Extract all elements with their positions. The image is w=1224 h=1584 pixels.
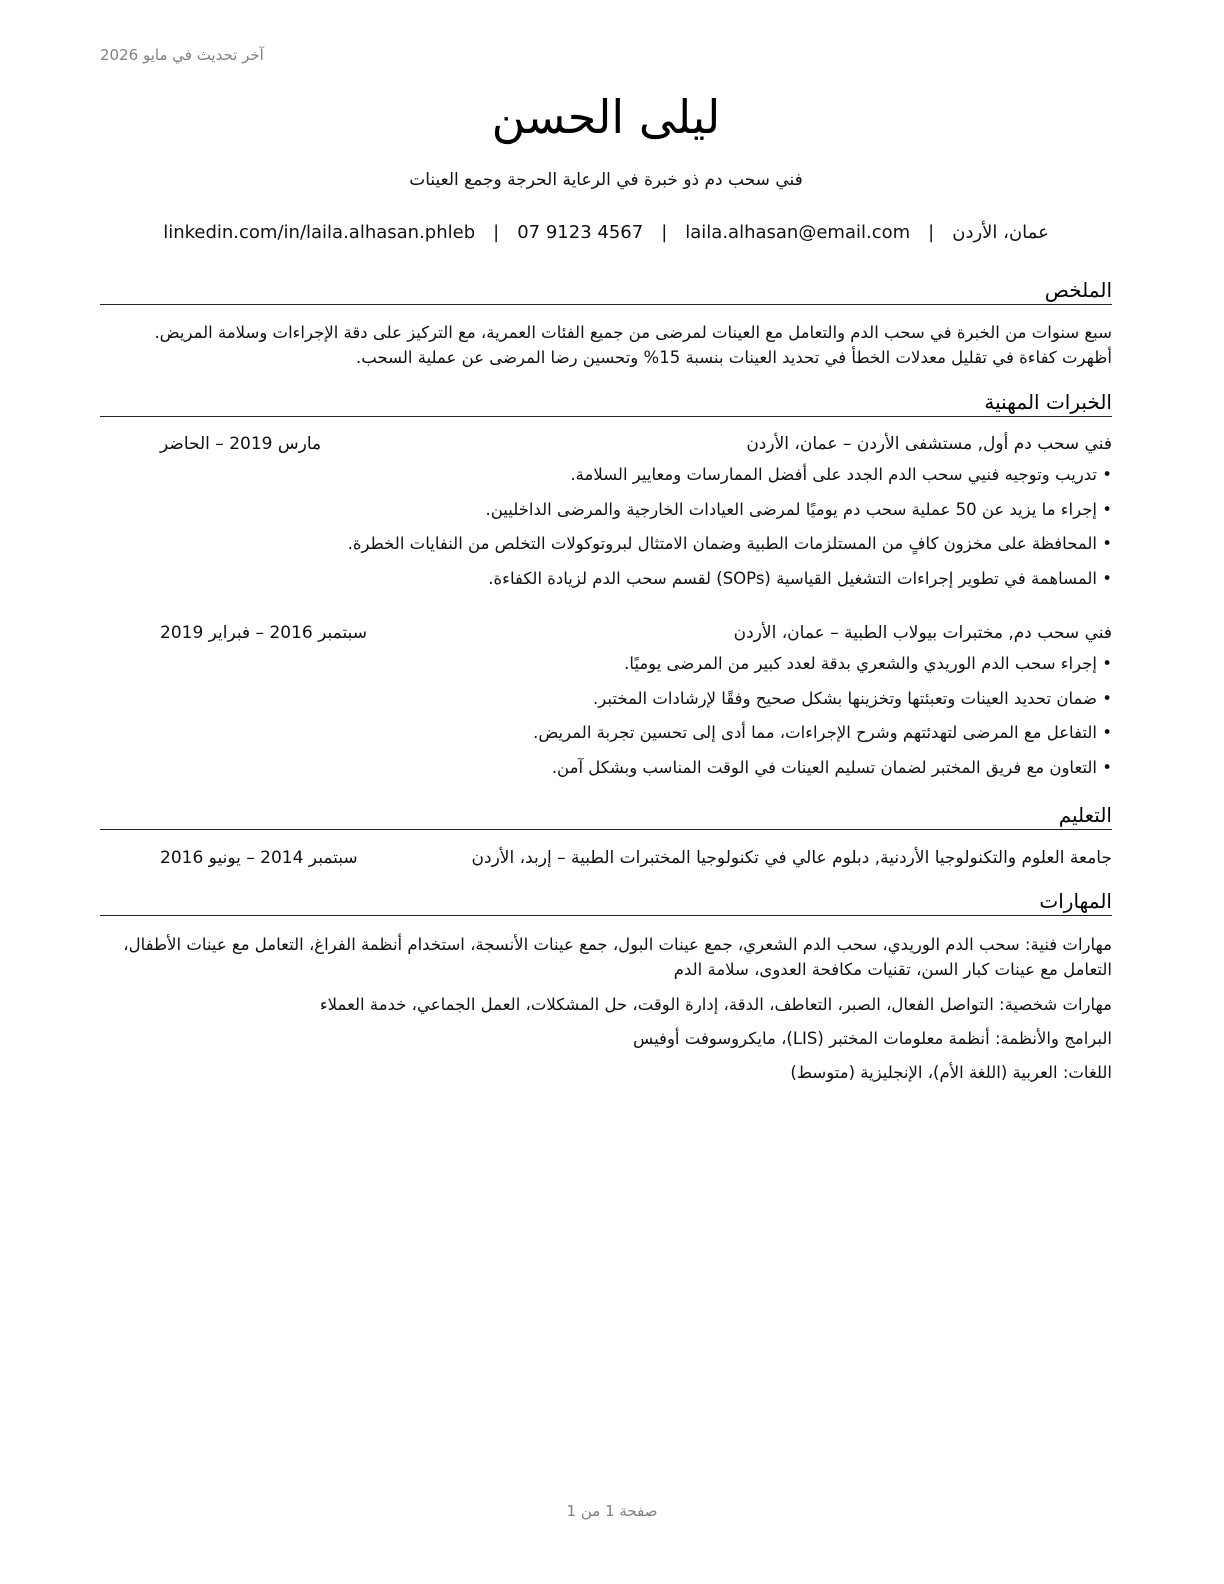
job-bullet-list — [100, 647, 1112, 785]
job-bullet: • تدريب وتوجيه فنيي سحب الدم الجدد على أفضل الممارسات ومعايير السلامة. — [100, 458, 1112, 493]
job-title: فني سحب دم, مختبرات بيولاب الطبية – عمان، الأردن — [733, 623, 1112, 643]
job-bullet: • التفاعل مع المرضى لتهدئتهم وشرح الإجراءات، مما أدى إلى تحسين تجربة المريض. — [100, 716, 1112, 751]
candidate-headline: فني سحب دم ذو خبرة في الرعاية الحرجة وجمع العينات — [409, 170, 803, 190]
job-bullet-list — [100, 458, 1112, 596]
skills-technical: مهارات فنية: سحب الدم الوريدي، سحب الدم الشعري، جمع عينات البول، جمع عينات الأنسجة، استخدام أنظمة الفراغ، التعامل مع عينات الأطفال، التعامل مع عينات كبار السن، تقنيات مكافحة العدوى، سلامة الدم — [123, 935, 1112, 979]
job-bullet: • التعاون مع فريق المختبر لضمان تسليم العينات في الوقت المناسب وبشكل آمن. — [100, 751, 1112, 786]
page-number: صفحة 1 من 1 — [566, 1502, 658, 1520]
contact-separator: | — [661, 222, 668, 243]
contact-line — [100, 222, 1112, 243]
job-header — [100, 431, 1112, 457]
job-bullet: • ضمان تحديد العينات وتعبئتها وتخزينها بشكل صحيح وفقًا لإرشادات المختبر. — [100, 682, 1112, 717]
contact-email[interactable]: laila.alhasan@email.com — [685, 222, 911, 243]
contact-phone[interactable]: 07 9123 4567 — [517, 222, 644, 243]
skills-software: البرامج والأنظمة: أنظمة معلومات المختبر (LIS)، مايكروسوفت أوفيس — [633, 1029, 1112, 1048]
skills-languages: اللغات: العربية (اللغة الأم)، الإنجليزية (متوسط) — [790, 1063, 1112, 1082]
job-bullet: • إجراء ما يزيد عن 50 عملية سحب دم يوميًا لمرضى العيادات الخارجية والمرضى الداخليين. — [100, 493, 1112, 528]
section-title-education: التعليم — [100, 802, 1112, 830]
job-bullet: • المساهمة في تطوير إجراءات التشغيل القياسية (SOPs) لقسم سحب الدم لزيادة الكفاءة. — [100, 562, 1112, 597]
skills-soft: مهارات شخصية: التواصل الفعال، الصبر، التعاطف، الدقة، إدارة الوقت، حل المشكلات، العمل الجماعي، خدمة العملاء — [319, 995, 1112, 1014]
section-title-experience: الخبرات المهنية — [100, 389, 1112, 417]
resume-page — [100, 0, 1112, 1584]
contact-separator: | — [493, 222, 500, 243]
candidate-name: ليلى الحسن — [491, 90, 721, 144]
contact-location: عمان، الأردن — [952, 222, 1049, 243]
education-dates: سبتمبر 2014 – يونيو 2016 — [160, 848, 358, 868]
job-bullet: • إجراء سحب الدم الوريدي والشعري بدقة لعدد كبير من المرضى يوميًا. — [100, 647, 1112, 682]
job-title: فني سحب دم أول, مستشفى الأردن – عمان، الأردن — [746, 434, 1112, 454]
education-degree: جامعة العلوم والتكنولوجيا الأردنية, دبلوم عالي في تكنولوجيا المختبرات الطبية – إربد، الأردن — [471, 848, 1112, 868]
section-title-summary: الملخص — [100, 277, 1112, 305]
last-updated-text: آخر تحديث في مايو 2026 — [100, 46, 264, 64]
job-dates: سبتمبر 2016 – فبراير 2019 — [160, 623, 367, 643]
job-dates: مارس 2019 – الحاضر — [160, 434, 322, 454]
section-title-skills: المهارات — [100, 888, 1112, 916]
summary-text: سبع سنوات من الخبرة في سحب الدم والتعامل مع العينات لمرضى من جميع الفئات العمرية، مع التركيز على دقة الإجراءات وسلامة المريض. أظهرت كفاءة في تقليل معدلات الخطأ في تحديد العينات بنسبة 15% وتحسين رضا المرضى عن عملية السحب. — [154, 323, 1112, 367]
contact-linkedin[interactable]: linkedin.com/in/laila.alhasan.phleb — [163, 222, 476, 243]
job-bullet: • المحافظة على مخزون كافٍ من المستلزمات الطبية وضمان الامتثال لبروتوكولات التخلص من النفايات الخطرة. — [100, 527, 1112, 562]
contact-separator: | — [928, 222, 935, 243]
education-entry — [100, 845, 1112, 871]
job-header — [100, 620, 1112, 646]
